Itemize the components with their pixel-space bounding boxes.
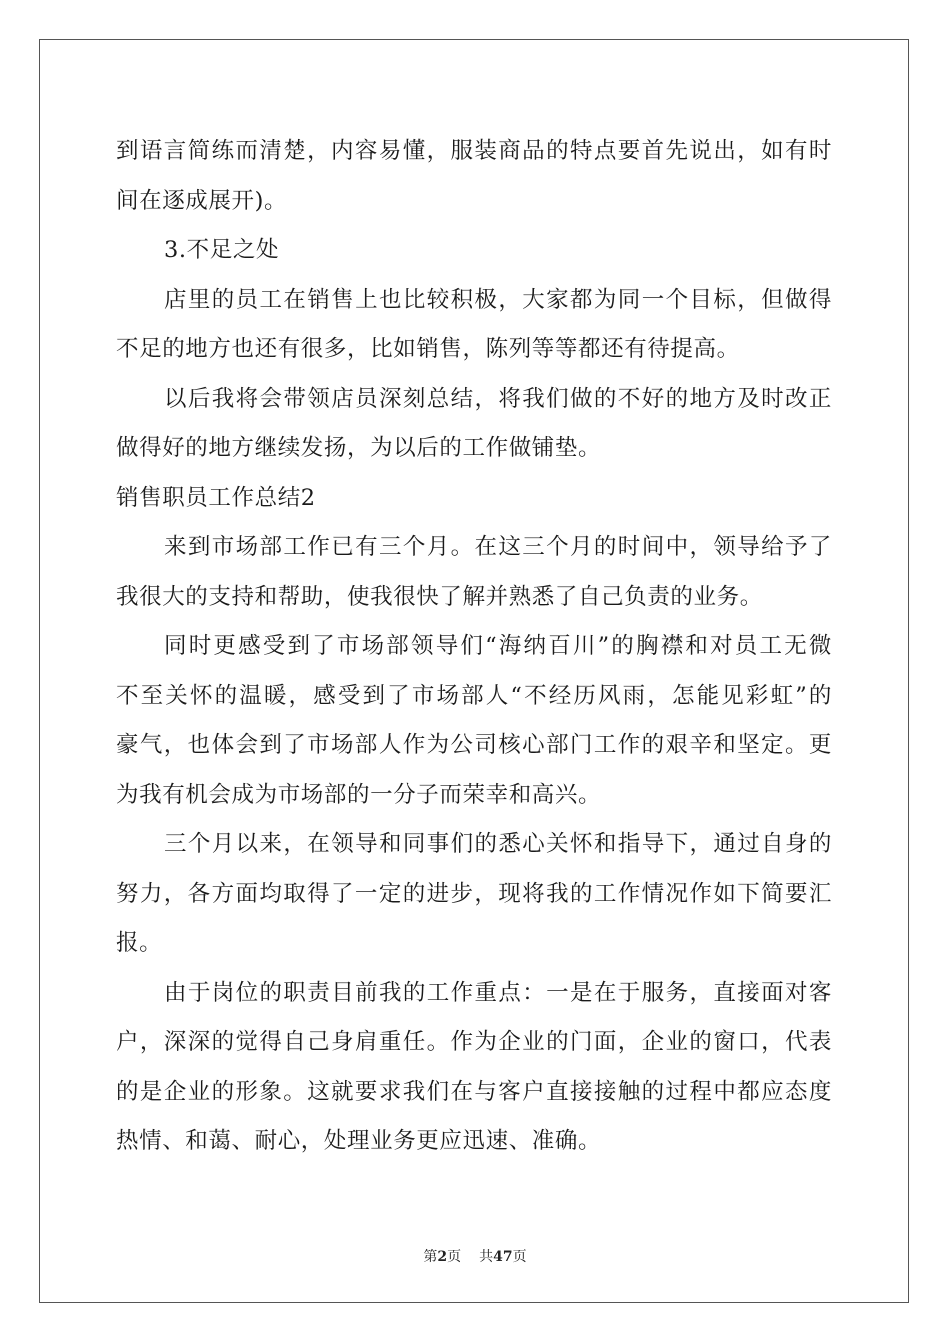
text-line: 热情、和蔼、耐心，处理业务更应迅速、准确。 [116, 1128, 602, 1154]
text-line: 来到市场部工作已有三个月。在这三个月的时间中，领导给予了 [164, 534, 832, 560]
text-line: 我很大的支持和帮助，使我很快了解并熟悉了自己负责的业务。 [116, 583, 763, 610]
section-heading: 销售职员工作总结2 [116, 484, 316, 511]
text-line: 为我有机会成为市场部的一分子而荣幸和高兴。 [116, 781, 602, 808]
total-prefix: 共 [479, 1249, 494, 1265]
page-footer [0, 1246, 950, 1266]
text-line: 三个月以来，在领导和同事们的悉心关怀和指导下，通过自身的 [164, 831, 832, 857]
text-line: 不足的地方也还有很多，比如销售，陈列等等都还有待提高。 [116, 336, 740, 362]
text-line: 3.不足之处 [164, 237, 280, 263]
text-line: 户，深深的觉得自己身肩重任。作为企业的门面，企业的窗口，代表 [116, 1029, 832, 1055]
text-line: 努力，各方面均取得了一定的进步，现将我的工作情况作如下简要汇 [116, 880, 832, 907]
page-prefix: 第 [423, 1249, 438, 1265]
text-line: 不至关怀的温暖，感受到了市场部人“不经历风雨，怎能见彩虹”的 [116, 682, 832, 709]
text-line: 由于岗位的职责目前我的工作重点：一是在于服务，直接面对客 [164, 979, 832, 1006]
text-line: 同时更感受到了市场部领导们“海纳百川”的胸襟和对员工无微 [164, 633, 832, 659]
total-suffix: 页 [512, 1249, 527, 1265]
page-number: 2 [437, 1249, 448, 1265]
total-pages: 47 [493, 1249, 513, 1265]
text-line: 店里的员工在销售上也比较积极，大家都为同一个目标，但做得 [164, 286, 832, 313]
page-suffix: 页 [447, 1249, 462, 1265]
text-line: 间在逐成展开)。 [116, 187, 288, 214]
text-line: 做得好的地方继续发扬，为以后的工作做铺垫。 [116, 435, 602, 461]
text-line: 报。 [116, 930, 163, 956]
text-line: 以后我将会带领店员深刻总结，将我们做的不好的地方及时改正 [164, 385, 832, 412]
text-line: 到语言简练而清楚，内容易懂，服装商品的特点要首先说出，如有时 [116, 138, 832, 164]
document-body [116, 127, 832, 1167]
text-line: 的是企业的形象。这就要求我们在与客户直接接触的过程中都应态度 [116, 1078, 832, 1105]
text-line: 豪气，也体会到了市场部人作为公司核心部门工作的艰辛和坚定。更 [116, 732, 832, 758]
